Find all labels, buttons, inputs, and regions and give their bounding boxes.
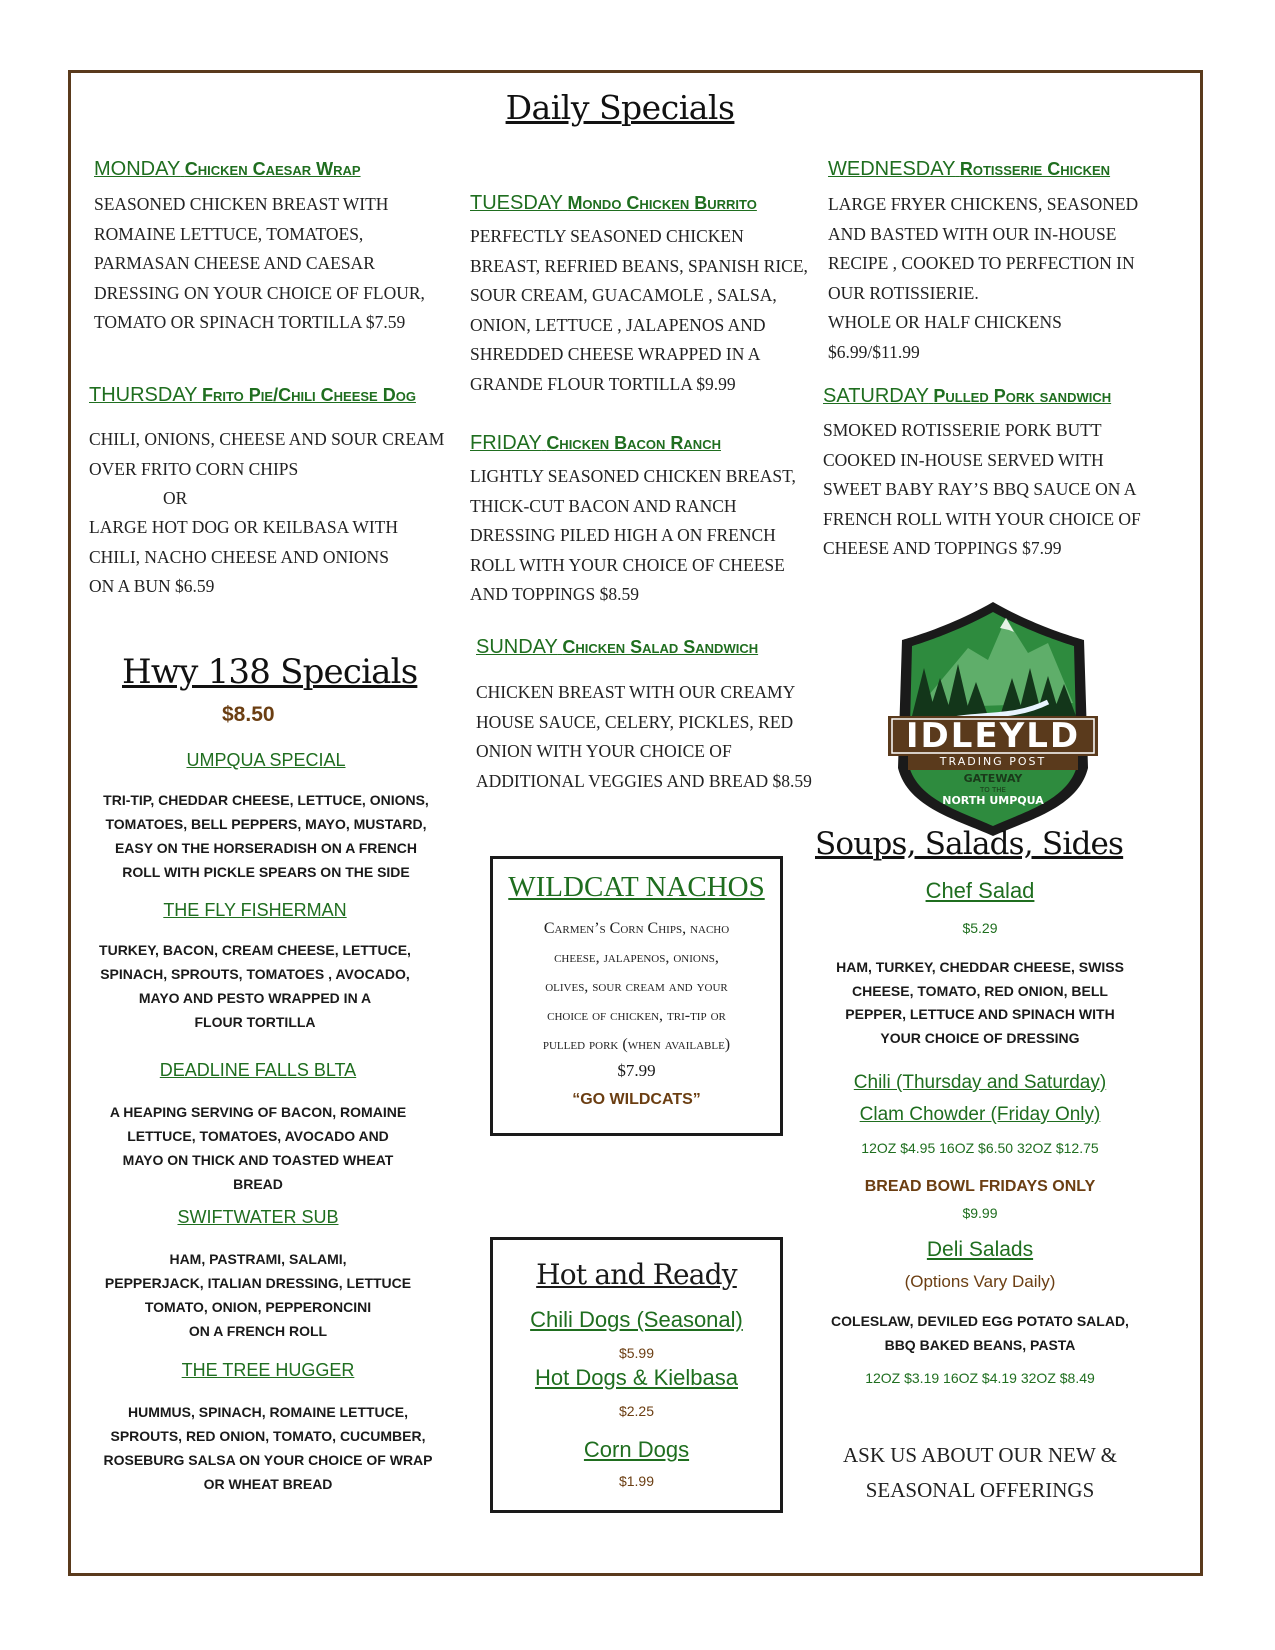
hwy-item-swiftwater-name: SWIFTWATER SUB (177, 1207, 339, 1227)
hwy-item-tree-hugger-name: THE TREE HUGGER (181, 1360, 355, 1380)
hot-and-ready-box (490, 1237, 783, 1513)
day-name: MONDAY (94, 158, 181, 180)
thursday-description-alt: LARGE HOT DOG OR KEILBASA WITH CHILI, NACHO CHEESE AND ONIONS ON A BUN $6.59 (89, 517, 398, 596)
hwy-item-swiftwater-desc: HAM, PASTRAMI, SALAMI, PEPPERJACK, ITALIAN DRESSING, LETTUCE TOMATO, ONION, PEPPERONCINI ON A FRENCH ROLL (104, 1251, 412, 1339)
logo-to-the: TO THE (980, 786, 1006, 794)
saturday-heading (823, 385, 1111, 408)
deli-salads-prices: 12OZ $3.19 16OZ $4.19 32OZ $8.49 (865, 1370, 1095, 1386)
dish-name: Mondo Chicken Burrito (567, 193, 757, 213)
hot-ready-item-name: Corn Dogs (583, 1437, 690, 1462)
day-name: SATURDAY (823, 385, 929, 407)
logo-name: IDLEYLD (905, 716, 1081, 756)
dish-name: Rotisserie Chicken (959, 159, 1111, 179)
idleyld-logo (888, 598, 1098, 838)
dish-name: Frito Pie/Chili Cheese Dog (201, 385, 416, 405)
clam-chowder: Clam Chowder (Friday Only) (859, 1104, 1101, 1125)
ask-about-offerings: ASK US ABOUT OUR NEW & SEASONAL OFFERINGS (842, 1443, 1117, 1502)
monday-description: SEASONED CHICKEN BREAST WITH ROMAINE LETTUCE, TOMATOES, PARMASAN CHEESE AND CAESAR DRESSING ON YOUR CHOICE OF FLOUR, TOMATO OR SPINACH TORTILLA $7.59 (94, 194, 425, 332)
sides-title: Soups, Salads, Sides (815, 826, 1124, 862)
nachos-title: WILDCAT NACHOS (508, 871, 765, 903)
sunday-description: CHICKEN BREAST WITH OUR CREAMY HOUSE SAUCE, CELERY, PICKLES, RED ONION WITH YOUR CHOICE OF ADDITIONAL VEGGIES AND BREAD $8.59 (476, 682, 812, 791)
sunday-heading (476, 636, 758, 659)
friday-description: LIGHTLY SEASONED CHICKEN BREAST, THICK-CUT BACON AND RANCH DRESSING PILED HIGH A ON FRENCH ROLL WITH YOUR CHOICE OF CHEESE AND TOPPINGS $8.59 (470, 466, 796, 604)
thursday-description: CHILI, ONIONS, CHEESE AND SOUR CREAM OVER FRITO CORN CHIPS (89, 429, 445, 479)
hwy-item-umpqua-desc: TRI-TIP, CHEDDAR CHEESE, LETTUCE, ONIONS, TOMATOES, BELL PEPPERS, MAYO, MUSTARD, EASY ON THE HORSERADISH ON A FRENCH ROLL WITH PICKLE SPEARS ON THE SIDE (103, 792, 429, 880)
wildcat-nachos-box (490, 856, 783, 1136)
logo-gateway: GATEWAY (963, 772, 1023, 785)
hwy-specials-price: $8.50 (222, 703, 275, 726)
dish-name: Chicken Bacon Ranch (546, 433, 721, 453)
friday-heading (470, 432, 721, 455)
hwy-item-umpqua-name: UMPQUA SPECIAL (186, 750, 346, 770)
hot-ready-item-price: $5.99 (618, 1345, 655, 1361)
hot-ready-item-price: $1.99 (618, 1473, 655, 1489)
logo-north-umpqua: NORTH UMPQUA (942, 794, 1044, 807)
dish-name: Chicken Caesar Wrap (184, 159, 361, 179)
bread-bowl-note: BREAD BOWL FRIDAYS ONLY (864, 1178, 1096, 1195)
hwy-item-fly-fisherman-name: THE FLY FISHERMAN (163, 900, 347, 920)
chef-salad-name: Chef Salad (925, 878, 1035, 903)
dish-name: Chicken Salad Sandwich (562, 637, 759, 657)
thursday-heading (89, 384, 416, 407)
hot-ready-item-price: $2.25 (618, 1403, 655, 1419)
nachos-slogan: “GO WILDCATS” (572, 1091, 701, 1108)
bread-bowl-price: $9.99 (962, 1205, 998, 1221)
tuesday-description: PERFECTLY SEASONED CHICKEN BREAST, REFRIED BEANS, SPANISH RICE, SOUR CREAM, GUACAMOLE , SALSA, ONION, LETTUCE , JALAPENOS AND SHREDDED CHEESE WRAPPED IN A GRANDE FLOUR TORTILLA $9.99 (470, 226, 808, 394)
hwy-item-tree-hugger-desc: HUMMUS, SPINACH, ROMAINE LETTUCE, SPROUTS, RED ONION, TOMATO, CUCUMBER, ROSEBURG SALSA ON YOUR CHOICE OF WRAP OR WHEAT BREAD (103, 1404, 433, 1492)
tuesday-heading (470, 192, 757, 215)
wednesday-description: LARGE FRYER CHICKENS, SEASONED AND BASTED WITH OUR IN-HOUSE RECIPE , COOKED TO PERFECTION IN OUR ROTISSIERIE. WHOLE OR HALF CHICKENS $6.99/$11.99 (828, 194, 1139, 362)
hwy-item-fly-fisherman-desc: TURKEY, BACON, CREAM CHEESE, LETTUCE, SPINACH, SPROUTS, TOMATOES , AVOCADO, MAYO AND PESTO WRAPPED IN A FLOUR TORTILLA (99, 942, 411, 1030)
logo-subtitle: TRADING POST (939, 755, 1047, 768)
day-name: TUESDAY (470, 192, 563, 214)
day-name: WEDNESDAY (828, 158, 956, 180)
chef-salad-description: HAM, TURKEY, CHEDDAR CHEESE, SWISS CHEESE, TOMATO, RED ONION, BELL PEPPER, LETTUCE AND SPINACH WITH YOUR CHOICE OF DRESSING (836, 959, 1124, 1046)
nachos-price: $7.99 (617, 1061, 656, 1080)
monday-heading (94, 158, 361, 181)
wednesday-heading (828, 158, 1110, 181)
dish-name: Pulled Pork sandwich (933, 386, 1112, 406)
saturday-description: SMOKED ROTISSERIE PORK BUTT COOKED IN-HOUSE SERVED WITH SWEET BABY RAY’S BBQ SAUCE ON A FRENCH ROLL WITH YOUR CHOICE OF CHEESE AND TOPPINGS $7.99 (823, 420, 1141, 558)
page-title: Daily Specials (505, 88, 735, 127)
chef-salad-price: $5.29 (962, 920, 998, 936)
day-name: FRIDAY (470, 432, 542, 454)
day-name: THURSDAY (89, 384, 198, 406)
day-name: SUNDAY (476, 636, 558, 658)
hot-ready-item-name: Hot Dogs & Kielbasa (535, 1365, 738, 1390)
soup-prices: 12OZ $4.95 16OZ $6.50 32OZ $12.75 (861, 1140, 1099, 1156)
chili-soup: Chili (Thursday and Saturday) (853, 1072, 1107, 1093)
hwy-item-deadline-falls-name: DEADLINE FALLS BLTA (159, 1060, 357, 1080)
hwy-specials-title: Hwy 138 Specials (122, 652, 418, 692)
deli-salads-description: COLESLAW, DEVILED EGG POTATO SALAD, BBQ BAKED BEANS, PASTA (831, 1313, 1129, 1353)
hwy-item-deadline-falls-desc: A HEAPING SERVING OF BACON, ROMAINE LETTUCE, TOMATOES, AVOCADO AND MAYO ON THICK AND TOASTED WHEAT BREAD (109, 1104, 407, 1192)
hot-ready-item-name: Chili Dogs (Seasonal) (530, 1307, 743, 1332)
hot-ready-title: Hot and Ready (536, 1258, 737, 1291)
nachos-description: Carmen’s Corn Chips, nacho cheese, jalapenos, onions, olives, sour cream and your choice of chicken, tri-tip or pulled pork (when available) (542, 920, 731, 1053)
deli-salads-name: Deli Salads (926, 1238, 1034, 1261)
thursday-or: OR (163, 488, 188, 508)
deli-salads-note: (Options Vary Daily) (904, 1272, 1056, 1291)
